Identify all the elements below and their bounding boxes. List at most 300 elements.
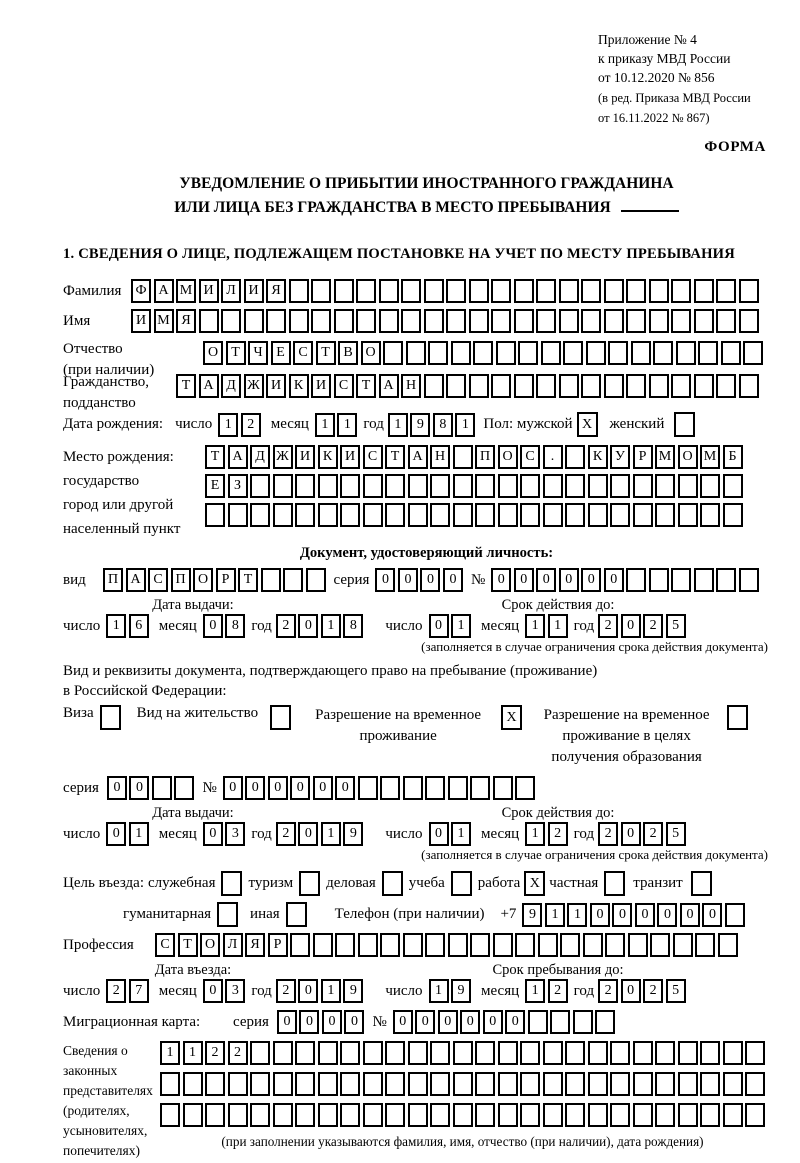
issue-date-header: Дата выдачи: <box>152 805 234 821</box>
char-box <box>469 309 489 333</box>
purpose-work-label: работа <box>477 875 521 891</box>
char-box <box>334 309 354 333</box>
char-box <box>453 474 473 498</box>
char-box: 0 <box>344 1010 364 1034</box>
migration-card-row <box>63 1010 790 1034</box>
char-box <box>536 374 556 398</box>
char-box: 0 <box>657 903 677 927</box>
char-box <box>496 341 516 365</box>
char-box <box>430 1103 450 1127</box>
char-box: О <box>361 341 381 365</box>
char-box: Т <box>226 341 246 365</box>
char-box: 0 <box>438 1010 458 1034</box>
char-box <box>340 1041 360 1065</box>
year-label: год <box>363 416 384 432</box>
until-month-cells <box>525 979 568 1003</box>
char-box: С <box>520 445 540 469</box>
char-box <box>671 568 691 592</box>
char-box <box>633 474 653 498</box>
char-box: 0 <box>375 568 395 592</box>
char-box: И <box>295 445 315 469</box>
char-box <box>588 503 608 527</box>
char-box <box>565 474 585 498</box>
identity-doc-dates-row <box>63 614 790 638</box>
char-box: 0 <box>621 614 641 638</box>
char-box <box>446 374 466 398</box>
char-box: 0 <box>536 568 556 592</box>
char-box <box>626 568 646 592</box>
char-box: М <box>176 279 196 303</box>
representatives-label-1: Сведения о <box>63 1043 128 1058</box>
char-box <box>498 1072 518 1096</box>
citizenship-cells <box>176 374 759 398</box>
representatives-label-6: попечителях) <box>63 1143 140 1158</box>
purpose-other-checkbox <box>286 902 307 927</box>
char-box <box>628 933 648 957</box>
title-line-1: УВЕДОМЛЕНИЕ О ПРИБЫТИИ ИНОСТРАННОГО ГРАЖДАНИНА <box>179 175 674 192</box>
char-box <box>538 933 558 957</box>
char-box: 1 <box>455 413 475 437</box>
doc-kind-label: вид <box>63 571 86 588</box>
char-box: 5 <box>666 979 686 1003</box>
char-box <box>453 1072 473 1096</box>
char-box <box>520 1072 540 1096</box>
char-box <box>694 309 714 333</box>
migration-series-cells <box>277 1010 365 1034</box>
char-box: И <box>199 279 219 303</box>
char-box <box>295 1103 315 1127</box>
char-box: А <box>408 445 428 469</box>
char-box <box>515 776 535 800</box>
char-box <box>610 474 630 498</box>
char-box <box>383 341 403 365</box>
month-label: месяц <box>481 825 520 842</box>
char-box <box>543 1072 563 1096</box>
char-box <box>626 279 646 303</box>
char-box: 0 <box>429 614 449 638</box>
char-box: 2 <box>276 979 296 1003</box>
char-box: 1 <box>567 903 587 927</box>
char-box <box>700 1103 720 1127</box>
year-label: год <box>251 825 272 842</box>
entry-purpose-label: Цель въезда: <box>63 875 144 891</box>
char-box: 0 <box>245 776 265 800</box>
residence-doc-options <box>63 705 790 768</box>
entry-year-cells <box>276 979 364 1003</box>
char-box <box>363 503 383 527</box>
char-box: Р <box>268 933 288 957</box>
char-box: 0 <box>129 776 149 800</box>
char-box: В <box>338 341 358 365</box>
char-box <box>425 776 445 800</box>
number-label: № <box>372 1013 387 1030</box>
char-box: Л <box>221 279 241 303</box>
day-label: число <box>63 617 101 634</box>
char-box <box>363 1041 383 1065</box>
char-box <box>604 279 624 303</box>
char-box: О <box>203 341 223 365</box>
appendix-line: к приказу МВД России <box>598 51 731 66</box>
char-box <box>408 503 428 527</box>
sex-female-checkbox <box>674 412 695 437</box>
char-box <box>448 933 468 957</box>
char-box: 1 <box>183 1041 203 1065</box>
char-box <box>250 1072 270 1096</box>
char-box <box>340 474 360 498</box>
until-day-cells <box>429 979 472 1003</box>
document-title <box>63 172 790 220</box>
expiry-day-cells <box>429 614 472 638</box>
representatives-label-2: законных <box>63 1063 118 1078</box>
char-box: 1 <box>525 822 545 846</box>
char-box <box>358 776 378 800</box>
temp-residence-checkbox: X <box>501 705 522 730</box>
char-box <box>295 1072 315 1096</box>
expiry-date-group <box>385 614 685 638</box>
char-box: А <box>154 279 174 303</box>
char-box: Ж <box>273 445 293 469</box>
sex-male-label: Пол: мужской <box>483 416 573 432</box>
entry-date-header: Дата въезда: <box>154 962 232 978</box>
char-box <box>244 309 264 333</box>
char-box <box>228 1072 248 1096</box>
char-box <box>678 1072 698 1096</box>
char-box: Т <box>238 568 258 592</box>
char-box <box>653 341 673 365</box>
char-box <box>160 1072 180 1096</box>
char-box <box>610 1072 630 1096</box>
blank-underline <box>621 210 679 212</box>
purpose-private-checkbox <box>604 871 625 896</box>
char-box: Р <box>633 445 653 469</box>
char-box <box>289 309 309 333</box>
representatives-block <box>63 1041 790 1161</box>
char-box <box>745 1103 765 1127</box>
char-box <box>152 776 172 800</box>
char-box <box>311 309 331 333</box>
char-box <box>491 374 511 398</box>
stay-dates-headers <box>63 962 790 979</box>
char-box: Т <box>178 933 198 957</box>
char-box <box>718 933 738 957</box>
char-box <box>721 341 741 365</box>
char-box <box>514 309 534 333</box>
char-box <box>363 1072 383 1096</box>
purpose-official-label: служебная <box>147 875 216 891</box>
char-box <box>451 341 471 365</box>
char-box: 1 <box>129 822 149 846</box>
char-box <box>340 1103 360 1127</box>
firstname-label: Имя <box>63 312 91 329</box>
phone-label: Телефон (при наличии) <box>334 906 485 922</box>
doc-series-cells <box>375 568 463 592</box>
char-box: 5 <box>666 614 686 638</box>
char-box <box>228 503 248 527</box>
surname-cells <box>131 279 759 303</box>
char-box <box>380 776 400 800</box>
sex-male-checkbox: X <box>577 412 598 437</box>
char-box <box>610 1041 630 1065</box>
char-box <box>698 341 718 365</box>
char-box <box>678 503 698 527</box>
char-box: 9 <box>343 979 363 1003</box>
char-box <box>700 1072 720 1096</box>
char-box <box>470 933 490 957</box>
char-box <box>446 279 466 303</box>
char-box: 0 <box>298 614 318 638</box>
char-box <box>604 374 624 398</box>
char-box <box>174 776 194 800</box>
char-box <box>160 1103 180 1127</box>
representatives-row-3 <box>160 1103 765 1127</box>
representatives-label-3: представителях <box>63 1083 153 1098</box>
char-box: 0 <box>483 1010 503 1034</box>
identity-doc-row <box>63 568 790 592</box>
char-box <box>228 1103 248 1127</box>
char-box <box>380 933 400 957</box>
char-box <box>403 933 423 957</box>
patronymic-label: Отчество (при наличии) <box>63 341 155 378</box>
char-box: О <box>498 445 518 469</box>
char-box <box>515 933 535 957</box>
doc-number-cells <box>491 568 759 592</box>
char-box <box>655 1103 675 1127</box>
char-box <box>318 1041 338 1065</box>
char-box: 1 <box>545 903 565 927</box>
char-box: Т <box>385 445 405 469</box>
number-label: № <box>470 571 486 588</box>
char-box <box>518 341 538 365</box>
char-box <box>633 1072 653 1096</box>
birth-place-row-2 <box>205 474 743 498</box>
char-box: 0 <box>299 1010 319 1034</box>
title-line-2: ИЛИ ЛИЦА БЕЗ ГРАЖДАНСТВА В МЕСТО ПРЕБЫВАНИЯ <box>63 196 790 220</box>
char-box <box>408 1041 428 1065</box>
char-box: И <box>266 374 286 398</box>
char-box <box>588 474 608 498</box>
appendix-line: от 10.12.2020 № 856 <box>598 70 715 85</box>
char-box: 2 <box>276 614 296 638</box>
char-box: 0 <box>313 776 333 800</box>
char-box <box>493 776 513 800</box>
expiry-date-header: Срок действия до: <box>501 597 615 613</box>
amendment-line: (в ред. Приказа МВД России <box>598 91 751 105</box>
purpose-humanitarian-checkbox <box>217 902 238 927</box>
char-box <box>678 1041 698 1065</box>
birth-place-label-1: Место рождения: <box>63 449 174 465</box>
purpose-official-checkbox <box>221 871 242 896</box>
char-box <box>250 1103 270 1127</box>
char-box <box>453 503 473 527</box>
char-box: 0 <box>107 776 127 800</box>
char-box <box>475 1072 495 1096</box>
char-box <box>610 503 630 527</box>
until-year-cells <box>598 979 686 1003</box>
char-box <box>379 279 399 303</box>
char-box: 0 <box>203 614 223 638</box>
entry-purpose-row <box>63 871 790 896</box>
purpose-other-label: иная <box>250 906 280 922</box>
migration-number-cells <box>393 1010 616 1034</box>
char-box <box>559 309 579 333</box>
char-box <box>318 1103 338 1127</box>
char-box: Ф <box>131 279 151 303</box>
char-box <box>581 374 601 398</box>
char-box <box>520 1103 540 1127</box>
profession-cells <box>155 933 738 957</box>
char-box: 5 <box>666 822 686 846</box>
year-label: год <box>251 617 272 634</box>
patronymic-row <box>63 341 790 378</box>
char-box: 0 <box>398 568 418 592</box>
month-label: месяц <box>158 617 197 634</box>
char-box: 1 <box>321 979 341 1003</box>
char-box <box>498 1041 518 1065</box>
month-label: месяц <box>481 617 520 634</box>
char-box <box>581 309 601 333</box>
char-box <box>716 374 736 398</box>
char-box <box>424 374 444 398</box>
year-label: год <box>251 982 272 999</box>
char-box <box>563 341 583 365</box>
char-box <box>739 568 759 592</box>
char-box <box>498 474 518 498</box>
char-box <box>694 568 714 592</box>
char-box <box>723 474 743 498</box>
char-box <box>745 1072 765 1096</box>
char-box <box>649 568 669 592</box>
char-box <box>678 1103 698 1127</box>
temp-residence-education-checkbox <box>727 705 748 730</box>
char-box: С <box>293 341 313 365</box>
char-box <box>356 279 376 303</box>
char-box <box>543 1103 563 1127</box>
char-box: Л <box>223 933 243 957</box>
char-box: А <box>228 445 248 469</box>
char-box <box>250 474 270 498</box>
issue-date-group <box>63 614 363 638</box>
char-box: 2 <box>598 979 618 1003</box>
day-label: число <box>385 825 423 842</box>
purpose-second-row <box>123 902 790 927</box>
amendment-line: от 16.11.2022 № 867) <box>598 111 710 125</box>
char-box: . <box>543 445 563 469</box>
char-box <box>221 309 241 333</box>
char-box <box>205 503 225 527</box>
char-box: 2 <box>106 979 126 1003</box>
char-box: П <box>475 445 495 469</box>
char-box <box>588 1041 608 1065</box>
residence-doc-series-row <box>63 776 790 800</box>
char-box: Д <box>250 445 270 469</box>
day-label: число <box>385 982 423 999</box>
char-box <box>199 309 219 333</box>
char-box <box>318 1072 338 1096</box>
char-box: 1 <box>525 614 545 638</box>
expiry-day-cells <box>429 822 472 846</box>
representatives-row-1 <box>160 1041 765 1065</box>
char-box: 2 <box>643 822 663 846</box>
char-box <box>543 474 563 498</box>
char-box <box>318 503 338 527</box>
birth-date-label: Дата рождения: <box>63 416 164 432</box>
issue-month-cells <box>203 822 246 846</box>
char-box <box>290 933 310 957</box>
year-label: год <box>573 617 595 634</box>
char-box: 1 <box>525 979 545 1003</box>
char-box <box>469 279 489 303</box>
representatives-footnote: (при заполнении указываются фамилия, имя, отчество (при наличии), дата рождения) <box>221 1134 704 1149</box>
birth-place-block <box>63 445 790 541</box>
char-box <box>581 279 601 303</box>
char-box: У <box>610 445 630 469</box>
char-box <box>273 474 293 498</box>
residence-intro-line-1: Вид и реквизиты документа, подтверждающего право на пребывание (проживание) <box>63 663 598 679</box>
char-box <box>453 1041 473 1065</box>
surname-label: Фамилия <box>63 282 122 299</box>
char-box <box>514 279 534 303</box>
residence-number-cells <box>223 776 536 800</box>
char-box <box>583 933 603 957</box>
birth-place-label-4: населенный пункт <box>63 521 181 537</box>
char-box: Т <box>205 445 225 469</box>
char-box <box>655 474 675 498</box>
char-box: 8 <box>433 413 453 437</box>
char-box: 1 <box>321 822 341 846</box>
char-box <box>559 279 579 303</box>
char-box: 2 <box>548 979 568 1003</box>
char-box <box>700 1041 720 1065</box>
char-box: З <box>228 474 248 498</box>
char-box: 2 <box>276 822 296 846</box>
char-box: 0 <box>514 568 534 592</box>
residence-permit-label: Вид на жительство <box>136 705 259 721</box>
citizenship-label: Гражданство, подданство <box>63 374 150 411</box>
char-box: Е <box>271 341 291 365</box>
char-box: 0 <box>298 979 318 1003</box>
expiry-month-cells <box>525 614 568 638</box>
char-box <box>676 341 696 365</box>
char-box: Е <box>205 474 225 498</box>
char-box <box>273 1072 293 1096</box>
birth-place-label-3: город или другой <box>63 497 174 513</box>
char-box: К <box>588 445 608 469</box>
char-box: П <box>171 568 191 592</box>
birth-date-row <box>63 412 790 437</box>
visa-label: Виза <box>63 705 94 721</box>
birth-place-label-2: государство <box>63 473 140 489</box>
char-box: 0 <box>505 1010 525 1034</box>
char-box <box>565 1041 585 1065</box>
birth-year-cells <box>388 413 476 437</box>
char-box <box>313 933 333 957</box>
month-label: месяц <box>158 825 197 842</box>
char-box: 0 <box>590 903 610 927</box>
char-box: 8 <box>225 614 245 638</box>
patronymic-cells <box>203 341 763 365</box>
char-box <box>428 341 448 365</box>
char-box <box>716 568 736 592</box>
char-box: 0 <box>635 903 655 927</box>
char-box <box>311 279 331 303</box>
char-box <box>363 1103 383 1127</box>
birth-place-labels <box>63 445 205 541</box>
residence-permit-checkbox <box>270 705 291 730</box>
char-box <box>363 474 383 498</box>
char-box: Н <box>401 374 421 398</box>
char-box: 0 <box>290 776 310 800</box>
day-label: число <box>385 617 423 634</box>
